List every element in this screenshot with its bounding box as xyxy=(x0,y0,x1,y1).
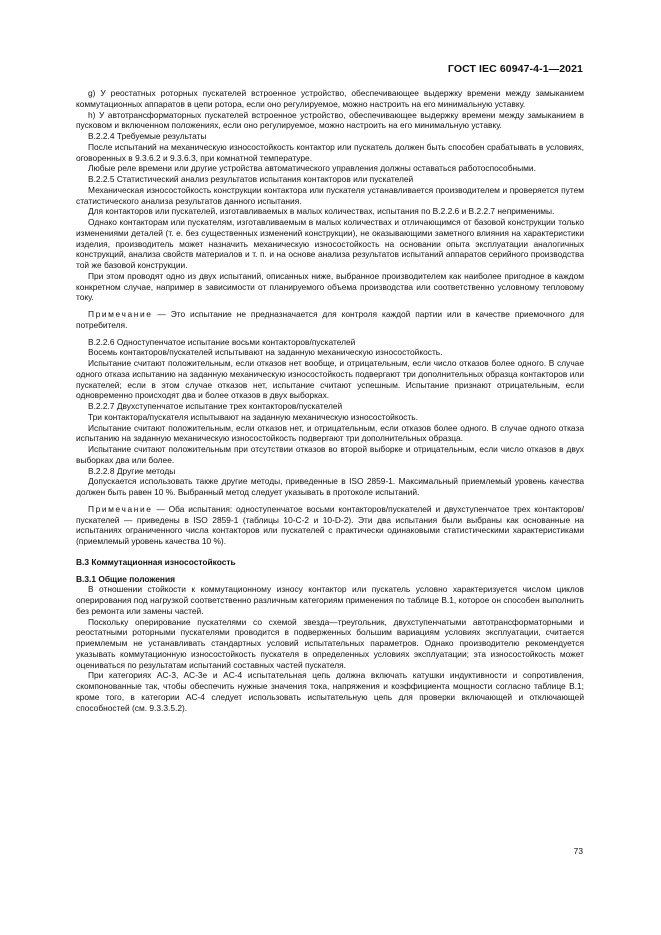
body-paragraph: После испытаний на механическую износостойкость контактор или пускатель должен быть способен срабатывать в условиях, оговоренных в 9.3.6.2 и 9.3.6.3, при комнатной температуре. xyxy=(76,141,584,163)
body-paragraph: При этом проводят одно из двух испытаний, описанных ниже, выбранное производителем как наиболее пригодное в каждом конкретном случае, например в зависимости от планируемого объема производства или соответственно условному тепловому току. xyxy=(76,270,584,303)
body-paragraph: Испытание считают положительным, если отказов нет вообще, и отрицательным, если число отказов более одного. В случае одного отказа испытанию на заданную механическую износостойкость подвергают три дополнительных образца контакторов или пускателей; если в этом случае отказов нет, испытание считают успешным. Испытание признают отрицательным, если одновременно происходят два и более отказов в двух выборках. xyxy=(76,358,584,401)
note-label: Примечание xyxy=(88,309,153,319)
body-paragraph: Механическая износостойкость конструкции контактора или пускателя устанавливается производителем и проверяется путем статистического анализа результатов данного испытания. xyxy=(76,184,584,206)
body-paragraph: Три контактора/пускателя испытывают на заданную механическую износостойкость. xyxy=(88,411,418,422)
body-paragraph: Любые реле времени или другие устройства автоматического управления должны оставаться работоспособными. xyxy=(88,163,536,174)
note-paragraph xyxy=(76,309,584,331)
note-paragraph xyxy=(76,504,584,547)
body-paragraph: Испытание считают положительным, если отказов нет, и отрицательным, если отказов более одного. В случае одного отказа испытанию на заданную механическую износостойкость подвергают три дополнительных образца. xyxy=(76,422,584,444)
body-paragraph: B.2.2.7 Двухступенчатое испытание трех контакторов/пускателей xyxy=(88,401,343,411)
body-paragraph: В отношении стойкости к коммутационному износу контактор или пускатель условно характеризуется числом циклов оперирования под нагрузкой соответственно различным категориям применения по таблице B.1, которое он способен выполнить без ремонта или замены частей. xyxy=(76,584,584,616)
body-paragraph: Допускается использовать также другие методы, приведенные в ISO 2859-1. Максимальный приемлемый уровень качества должен быть равен 10 %. Выбранный метод следует указывать в протоколе испытаний. xyxy=(76,476,584,497)
body-paragraph: Однако контакторам или пускателям, изготавливаемым в малых количествах и отличающимся от базовой конструкции только изменениями деталей (т. е. без существенных изменений конструкции), не оказывающими заметного влияния на характеристики изделия, производитель может назначить механическую износостойкость на основании опыта эксплуатации аналогичных конструкций, анализа свойств материалов и т. п. и на основе анализа результатов испытаний аппаратов серийного производства той же базовой конструкции. xyxy=(76,217,584,270)
body-paragraph: При категориях AC-3, AC-3e и AC-4 испытательная цепь должна включать катушки индуктивности и сопротивления, скомпонованные так, чтобы обеспечить нужные значения тока, напряжения и коэффициента мощности согласно таблице B.1; кроме того, в категории AC-4 следует использовать испытательную цепь для проверки включающей и отключающей способностей (см. 9.3.3.5.2). xyxy=(76,670,584,713)
body-paragraph: Восемь контакторов/пускателей испытывают на заданную механическую износостойкость. xyxy=(88,347,443,358)
page-number: 73 xyxy=(573,846,583,856)
body-paragraph: g) У реостатных роторных пускателей встроенное устройство, обеспечивающее выдержку времени между замыканием коммутационных аппаратов в цепи ротора, если оно регулируемое, можно настроить на его минимальную уставку. xyxy=(76,88,584,109)
spacer xyxy=(76,547,584,557)
body-paragraph: Испытание считают положительным при отсутствии отказов во второй выборке и отрицательным, если число отказов в двух выборках два или более. xyxy=(76,444,584,465)
body-paragraph: Поскольку оперирование пускателями со схемой звезда—треугольник, двухступенчатыми автотрансформаторными и реостатными роторными пускателями проводится в подверженных большим вариациям условиях эксплуатации, считается приемлемым не устанавливать стандартных условий испытательных параметров. Однако производителю рекомендуется указывать коммутационную износостойкость пускателя в определенных условиях эксплуатации; эта износостойкость может оцениваться по результатам испытаний составных частей пускателя. xyxy=(76,616,584,670)
note-text: — Оба испытания: одноступенчатое восьми контакторов/пускателей и двухступенчатое трех контакторов/пускателей — приведены в ISO 2859-1 (таблицы 10-C-2 и 10-D-2). Эти два испытания были выбраны как основанные на испытаниях ограниченного числа контакторов или пускателей с практически одинаковыми статистическими характеристиками (приемлемый уровень качества 10 %). xyxy=(76,503,584,546)
body-paragraph: B.2.2.4 Требуемые результаты xyxy=(88,131,207,141)
body-paragraph: Для контакторов или пускателей, изготавливаемых в малых количествах, испытания по B.2.2.6 и B.2.2.7 неприменимы. xyxy=(88,206,555,217)
body-paragraph: B.2.2.6 Одноступенчатое испытание восьми контакторов/пускателей xyxy=(88,336,356,347)
note-label: Примечание xyxy=(88,503,153,514)
section-heading: B.3.1 Общие положения xyxy=(76,573,175,584)
body-paragraph: h) У автотрансформаторных пускателей встроенное устройство, обеспечивающее выдержку времени между замыканием в пусковом и включенном положениях, если оно регулируемое, можно настроить на его минимальную уставку. xyxy=(76,109,584,131)
standard-designation: ГОСТ IEC 60947-4-1—2021 xyxy=(447,63,583,75)
body-paragraph: B.2.2.5 Статистический анализ результатов испытания контакторов или пускателей xyxy=(88,174,414,184)
page-body xyxy=(76,88,584,713)
body-paragraph: B.2.2.8 Другие методы xyxy=(88,465,176,476)
note-text: — Это испытание не предназначается для контроля каждой партии или в качестве приемочного для потребителя. xyxy=(76,309,584,330)
section-heading: B.3 Коммутационная износостойкость xyxy=(76,556,236,567)
